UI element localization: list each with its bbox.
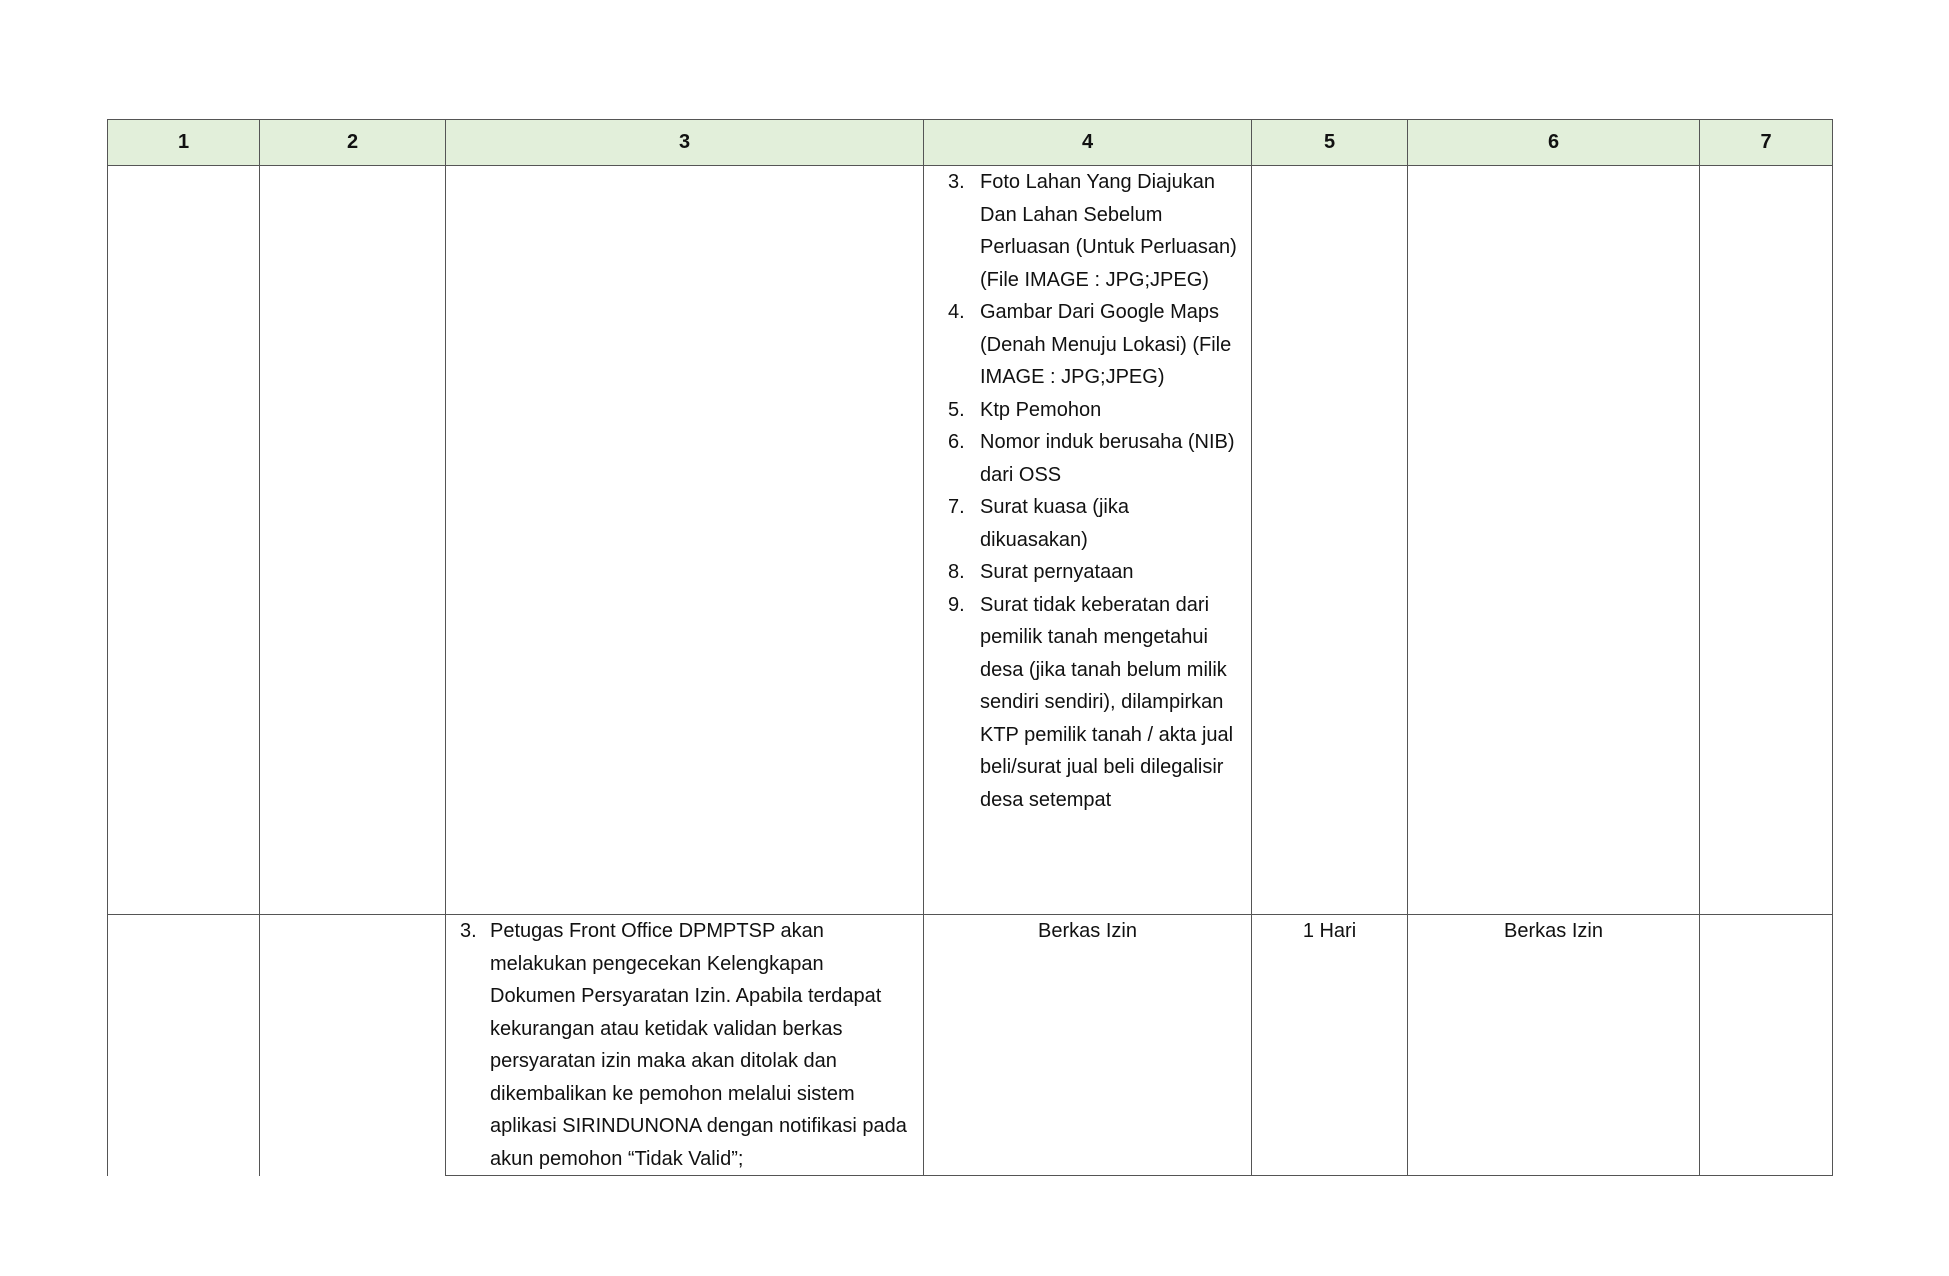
list-item-number: 6. bbox=[948, 431, 965, 453]
list-item bbox=[924, 394, 1251, 427]
table-cell bbox=[108, 166, 260, 915]
table-cell bbox=[1252, 166, 1408, 915]
output-cell: Berkas Izin bbox=[1408, 915, 1700, 1176]
list-item bbox=[924, 296, 1251, 394]
header-cell-2: 2 bbox=[260, 120, 446, 166]
list-item-text: Surat pernyataan bbox=[980, 561, 1134, 583]
list-item-text: Ktp Pemohon bbox=[980, 398, 1102, 421]
list-item bbox=[924, 426, 1251, 491]
header-row bbox=[108, 120, 1833, 166]
header-cell-4: 4 bbox=[924, 120, 1252, 166]
list-item bbox=[924, 491, 1251, 556]
table-cell bbox=[108, 915, 260, 1176]
list-item-number: 5. bbox=[948, 398, 965, 421]
procedure-step bbox=[446, 915, 923, 1175]
procedure-step-cell bbox=[446, 915, 924, 1176]
list-item-text: Foto Lahan Yang Diajukan Dan Lahan Sebelum Perluasan (Untuk Perluasan) (File IMAGE : JPG;JPEG) bbox=[980, 171, 1237, 291]
table-cell bbox=[1700, 915, 1833, 1176]
list-item bbox=[924, 589, 1251, 817]
waktu-cell: 1 Hari bbox=[1252, 915, 1408, 1176]
table-cell bbox=[446, 166, 924, 915]
list-item-text: Surat kuasa (jika dikuasakan) bbox=[980, 496, 1129, 551]
header-cell-5: 5 bbox=[1252, 120, 1408, 166]
kelengkapan-cell: Berkas Izin bbox=[924, 915, 1252, 1176]
list-item-text: Nomor induk berusaha (NIB) dari OSS bbox=[980, 431, 1235, 486]
list-item-number: 4. bbox=[948, 301, 965, 323]
list-item-number: 7. bbox=[948, 496, 965, 518]
table-row bbox=[108, 915, 1833, 1176]
requirements-list bbox=[924, 166, 1251, 816]
sop-table bbox=[107, 119, 1833, 1176]
procedure-step-number: 3. bbox=[460, 920, 477, 942]
procedure-step-text: Petugas Front Office DPMPTSP akan melakukan pengecekan Kelengkapan Dokumen Persyaratan Izin. Apabila terdapat kekurangan atau ketidak validan berkas persyaratan izin maka akan ditolak dan dikembalikan ke pemohon melalui sistem aplikasi SIRINDUNONA dengan notifikasi pada akun pemohon “Tidak Valid”; bbox=[490, 920, 907, 1170]
header-cell-1: 1 bbox=[108, 120, 260, 166]
header-cell-3: 3 bbox=[446, 120, 924, 166]
list-item-number: 9. bbox=[948, 593, 965, 616]
table-cell bbox=[260, 166, 446, 915]
table-cell bbox=[1700, 166, 1833, 915]
list-item-text: Gambar Dari Google Maps (Denah Menuju Lokasi) (File IMAGE : JPG;JPEG) bbox=[980, 301, 1232, 388]
table-cell bbox=[1408, 166, 1700, 915]
list-item-number: 8. bbox=[948, 561, 965, 583]
list-item-text: Surat tidak keberatan dari pemilik tanah mengetahui desa (jika tanah belum milik sendiri sendiri), dilampirkan KTP pemilik tanah / akta jual beli/surat jual beli dilegalisir desa setempat bbox=[980, 593, 1234, 811]
requirements-cell bbox=[924, 166, 1252, 915]
table-cell bbox=[260, 915, 446, 1176]
table-row bbox=[108, 166, 1833, 915]
list-item-number: 3. bbox=[948, 171, 965, 193]
header-cell-6: 6 bbox=[1408, 120, 1700, 166]
list-item bbox=[924, 556, 1251, 589]
header-cell-7: 7 bbox=[1700, 120, 1833, 166]
list-item bbox=[924, 166, 1251, 296]
